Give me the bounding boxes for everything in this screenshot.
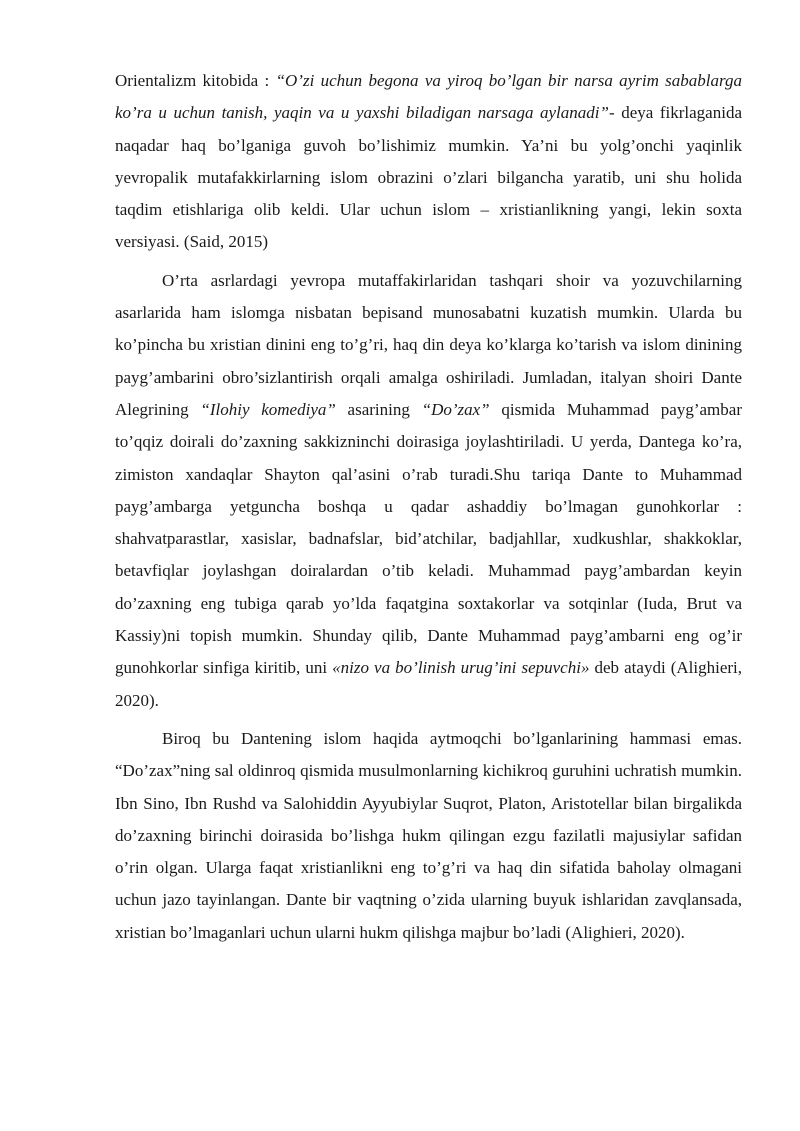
paragraph-orientalism [115, 65, 742, 259]
paragraph-text: O’rta asrlardagi yevropa mutaffakirlaridan tashqari shoir va yozuvchilarning asarlarida ham islomga nisbatan bepisand munosabatni kuzatish mumkin. Ularda bu ko’pincha bu xristian dinini eng to’g’ri, haq din deya ko’klarga ko’tarish va islom dinining payg’ambarini obro’sizlantirish orqali amalga oshiriladi. Jumladan, italyan shoiri Dante Alegrining [115, 270, 742, 419]
paragraph-dante-inferno [115, 265, 742, 717]
book-title: “Ilohiy komediya” [200, 399, 336, 419]
paragraph-text: deb ataydi (Alighieri, 2020). [115, 658, 743, 710]
document-page [115, 65, 742, 949]
paragraph-text: qismida Muhammad payg’ambar to’qqiz doirali do’zaxning sakkizninchi doirasiga joylashtiriladi. U yerda, Dantega ko’ra, zimiston xandaqlar Shayton qal’asini o’rab turadi.Shu tariqa Dante to Muhammad payg’ambarga yetguncha boshqa u qadar ashaddiy bo’lmagan gunohkorlar : shahvatparastlar, xasislar, badnafslar, bid’atchilar, badjahllar, xudkushlar, shakkoklar, betavfiqlar joylashgan doiralardan o’tib keladi. Muhammad payg’ambardan keyin do’zaxning eng tubiga qarab yo’lda faqatgina soxtakorlar va sotqinlar (Iuda, Brut va Kassiy)ni topish mumkin. Shunday qilib, Dante Muhammad payg’ambarni eng og’ir gunohkorlar sinfiga kiritib, uni [115, 399, 742, 678]
part-title: “Do’zax” [421, 399, 490, 419]
paragraph-text: Biroq bu Dantening islom haqida aytmoqchi bo’lganlarining hammasi emas. “Do’zax”ning sal oldinroq qismida musulmonlarning kichikroq guruhini uchratish mumkin. Ibn Sino, Ibn Rushd va Salohiddin Ayyubiylar Suqrot, Platon, Aristotellar bilan birgalikda do’zaxning birinchi doirasida bo’lishga hukm qilingan ezgu fazilatli majusiylar safidan o’rin olgan. Ularga faqat xristianlikni eng to’g’ri va haq din sifatida baholay olmagani uchun jazo tayinlangan. Dante bir vaqtning o’zida ularning buyuk ishlaridan zavqlansada, xristian bo’lmaganlari uchun ularni hukm qilishga majbur bo’ladi (Alighieri, 2020). [115, 728, 742, 942]
quote-text: “O’zi uchun begona va yiroq bo’lgan bir narsa ayrim sabablarga ko’ra u uchun tanish, yaqin va u yaxshi biladigan narsaga aylanadi” [115, 71, 742, 123]
paragraph-text: Orientalizm kitobida : [115, 71, 276, 90]
paragraph-virtuous-pagans [115, 723, 742, 949]
paragraph-text: - deya fikrlaganida naqadar haq bo’lganiga guvoh bo’lishimiz mumkin. Ya’ni bu yolg’onchi yaqinlik yevropalik mutafakkirlarning islom obrazini o’zlari bilgancha yaratib, uni shu holida taqdim etishlariga olib keldi. Ular uchun islom – xristianlikning yangi, lekin soxta versiyasi. (Said, 2015) [115, 103, 742, 252]
quote-text: «nizo va bo’linish urug’ini sepuvchi» [332, 658, 590, 678]
paragraph-text: asarining [335, 399, 422, 419]
